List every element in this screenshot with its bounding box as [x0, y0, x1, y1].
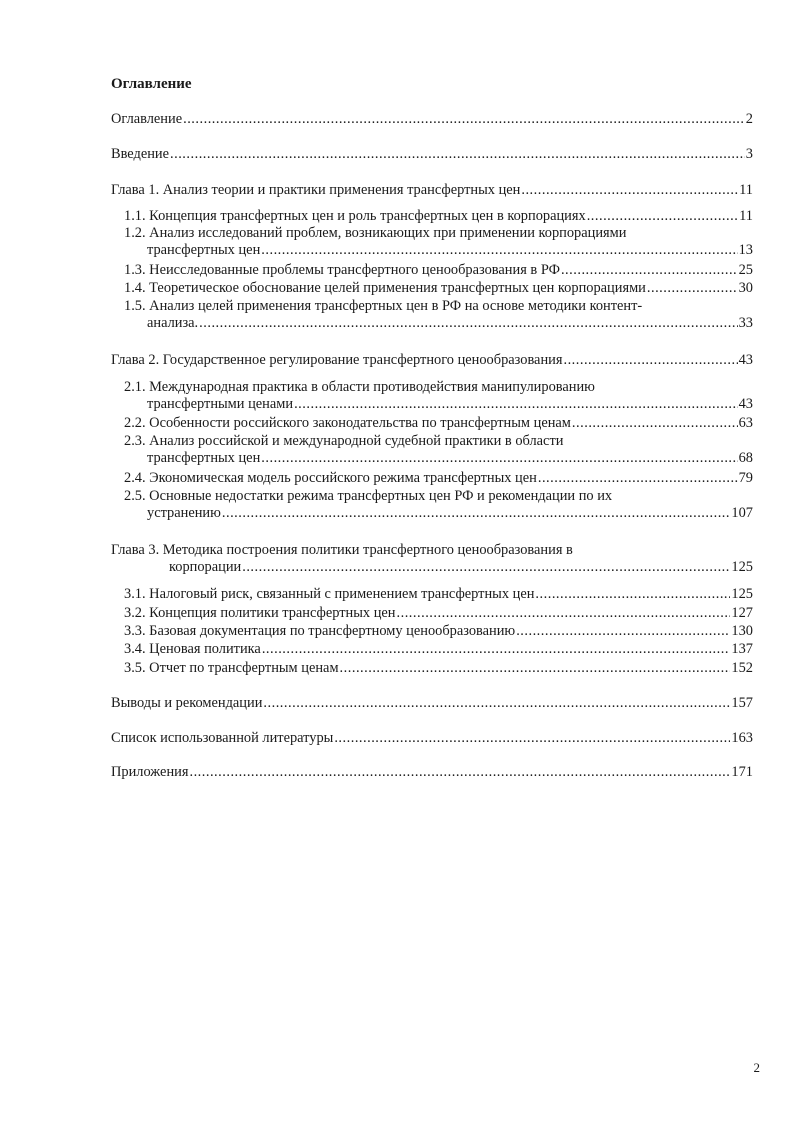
toc-section-entry[interactable] [124, 623, 753, 640]
toc-entry-page: 25 [738, 262, 753, 278]
toc-entry-title: Оглавление [111, 111, 183, 127]
toc-entry-title-line1: 1.5. Анализ целей применения трансфертных цен в РФ на основе методики контент- [124, 298, 643, 314]
toc-entry-page: 127 [731, 605, 753, 621]
toc-section-entry[interactable] [124, 262, 753, 279]
toc-chapter-entry[interactable] [111, 182, 753, 199]
toc-entry-title: трансфертных цен [147, 450, 261, 466]
toc-section-entry[interactable] [124, 225, 753, 259]
toc-entry[interactable] [111, 146, 753, 163]
dot-leader [563, 352, 737, 369]
toc-section-entry[interactable] [124, 586, 753, 603]
toc-entry-page: 11 [739, 208, 753, 224]
toc-entry[interactable] [111, 111, 753, 128]
toc-entry-title: 3.2. Концепция политики трансфертных цен [124, 605, 396, 621]
toc-section-entry[interactable] [124, 641, 753, 658]
toc-section-entry[interactable] [124, 470, 753, 487]
toc-entry-page: 13 [738, 242, 753, 258]
toc-entry-title: 3.4. Ценовая политика [124, 641, 261, 657]
toc-entry-page: 152 [731, 660, 753, 676]
toc-entry[interactable] [111, 695, 753, 712]
toc-chapter-entry[interactable] [111, 542, 753, 576]
toc-entry-title: 1.4. Теоретическое обоснование целей применения трансфертных цен корпорациями [124, 280, 646, 296]
toc-entry-title: Приложения [111, 764, 189, 780]
toc-entry-title: трансфертных цен [147, 242, 261, 258]
toc-entry[interactable] [111, 764, 753, 781]
page-number: 2 [753, 1060, 760, 1075]
dot-leader [242, 559, 730, 576]
dot-leader [261, 242, 737, 259]
toc-section-entry[interactable] [124, 660, 753, 677]
toc-entry-page: 11 [739, 182, 753, 198]
toc-entry-page: 30 [738, 280, 753, 296]
toc-section-entry[interactable] [124, 415, 753, 432]
toc-entry-page: 171 [731, 764, 753, 780]
toc-section-entry[interactable] [124, 433, 753, 467]
toc-entry-title: 2.4. Экономическая модель российского режима трансфертных цен [124, 470, 537, 486]
dot-leader [561, 262, 738, 279]
dot-leader [222, 505, 731, 522]
toc-entry-page: 43 [738, 396, 753, 412]
toc-section-entry[interactable] [124, 379, 753, 413]
dot-leader [183, 111, 745, 128]
dot-leader [587, 208, 738, 225]
toc-section-entry[interactable] [124, 208, 753, 225]
toc-entry-title: трансфертными ценами [147, 396, 294, 412]
dot-leader [199, 315, 737, 332]
toc-section-entry[interactable] [124, 298, 753, 332]
toc-section-entry[interactable] [124, 605, 753, 622]
toc-entry-page: 3 [745, 146, 753, 162]
toc-entry-title-line1: 2.3. Анализ российской и международной судебной практики в области [124, 433, 564, 449]
toc-entry-title: устранению [147, 505, 221, 521]
toc-entry-title-line1: 2.5. Основные недостатки режима трансфертных цен РФ и рекомендации по их [124, 488, 613, 504]
toc-chapter-entry[interactable] [111, 352, 753, 369]
dot-leader [647, 280, 738, 297]
toc-entry-page: 79 [738, 470, 753, 486]
dot-leader [334, 730, 730, 747]
dot-leader [538, 470, 738, 487]
toc-entry-title: Глава 2. Государственное регулирование трансфертного ценообразования [111, 352, 563, 368]
dot-leader [263, 695, 730, 712]
toc-entry-page: 33 [738, 315, 753, 331]
toc-entry-title: 3.5. Отчет по трансфертным ценам [124, 660, 339, 676]
toc-entry[interactable] [111, 730, 753, 747]
dot-leader [572, 415, 738, 432]
dot-leader [189, 764, 730, 781]
dot-leader [397, 605, 731, 622]
toc-entry-title-line1: 2.1. Международная практика в области противодействия манипулированию [124, 379, 595, 395]
toc-entry-title: 2.2. Особенности российского законодательства по трансфертным ценам [124, 415, 571, 431]
toc-entry-page: 107 [731, 505, 753, 521]
toc-entry-title: 1.3. Неисследованные проблемы трансфертного ценообразования в РФ [124, 262, 560, 278]
toc-entry-page: 63 [738, 415, 753, 431]
dot-leader [521, 182, 738, 199]
dot-leader [340, 660, 731, 677]
dot-leader [516, 623, 730, 640]
toc-entry-title: 1.1. Концепция трансфертных цен и роль трансфертных цен в корпорациях [124, 208, 586, 224]
toc-entry-page: 125 [731, 586, 753, 602]
toc-entry-title: Список использованной литературы [111, 730, 334, 746]
dot-leader [294, 396, 738, 413]
toc-entry-page: 163 [731, 730, 753, 746]
toc-entry-page: 125 [731, 559, 753, 575]
dot-leader [170, 146, 745, 163]
toc-entry-title: 3.1. Налоговый риск, связанный с применением трансфертных цен [124, 586, 535, 602]
dot-leader [535, 586, 730, 603]
toc-entry-title: 3.3. Базовая документация по трансфертному ценообразованию [124, 623, 516, 639]
dot-leader [261, 450, 737, 467]
toc-entry-page: 130 [731, 623, 753, 639]
toc-entry-title-line1: Глава 3. Методика построения политики трансфертного ценообразования в [111, 542, 573, 558]
toc-heading: Оглавление [111, 76, 192, 92]
toc-entry-title: анализа. [147, 315, 199, 331]
toc-entry-title: Глава 1. Анализ теории и практики применения трансфертных цен [111, 182, 521, 198]
toc-section-entry[interactable] [124, 280, 753, 297]
toc-entry-title: Введение [111, 146, 170, 162]
toc-entry-page: 68 [738, 450, 753, 466]
toc-entry-page: 157 [731, 695, 753, 711]
toc-entry-title: Выводы и рекомендации [111, 695, 263, 711]
dot-leader [262, 641, 731, 658]
toc-entry-page: 43 [738, 352, 753, 368]
toc-entry-page: 137 [731, 641, 753, 657]
toc-section-entry[interactable] [124, 488, 753, 522]
toc-entry-page: 2 [745, 111, 753, 127]
toc-entry-title-line1: 1.2. Анализ исследований проблем, возникающих при применении корпорациями [124, 225, 627, 241]
toc-entry-title: корпорации [169, 559, 242, 575]
